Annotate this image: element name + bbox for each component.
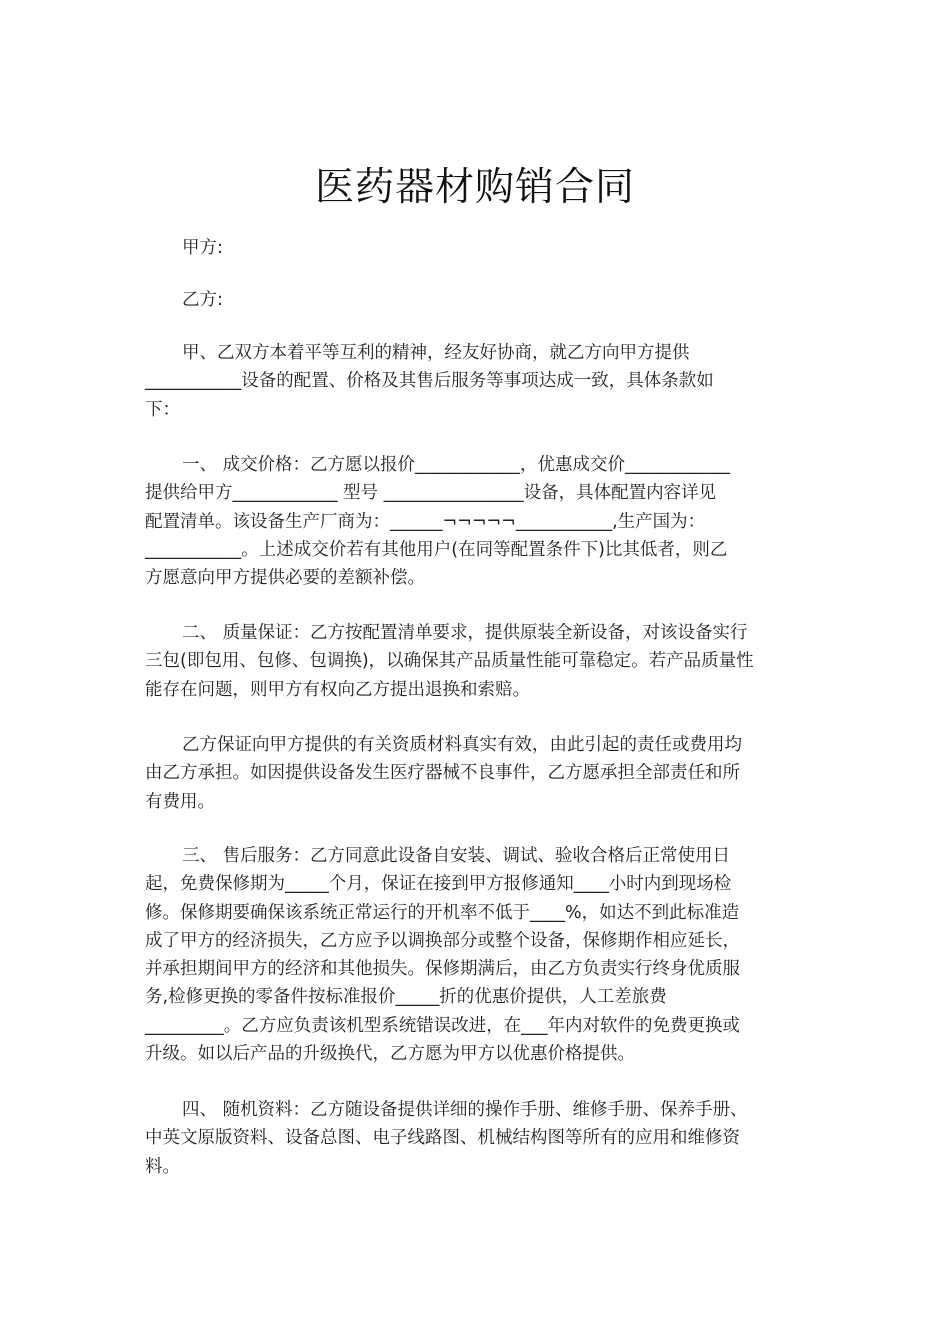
text-line: 配置清单。该设备生产厂商为：______¬¬¬¬¬___________,生产国为： xyxy=(145,511,706,532)
text-line: 修。保修期要确保该系统正常运行的开机率不低于____%，如达不到此标准造 xyxy=(145,902,740,923)
text-line: 有费用。 xyxy=(145,791,215,812)
text-line: _________。乙方应负责该机型系统错误改进，在___年内对软件的免费更换或 xyxy=(145,1015,740,1036)
text-line: 务,检修更换的零备件按标准报价_____折的优惠价提供，人工差旅费 xyxy=(145,987,667,1008)
text-line: 提供给甲方____________ 型号 ________________设备，具体配置内容详见 xyxy=(145,483,717,504)
text-line: 甲方: xyxy=(182,238,223,258)
text-line: 甲、乙双方本着平等互利的精神，经友好协商，就乙方向甲方提供 xyxy=(182,343,690,363)
text-line: 由乙方承担。如因提供设备发生医疗器械不良事件，乙方愿承担全部责任和所 xyxy=(145,763,740,784)
text-line: 乙方保证向甲方提供的有关资质材料真实有效，由此引起的责任或费用均 xyxy=(182,735,742,755)
text-line: 一、 成交价格：乙方愿以报价____________，优惠成交价____________ xyxy=(182,455,731,475)
text-line: 料。 xyxy=(145,1156,180,1177)
document-title: 医药器材购销合同 xyxy=(314,165,635,210)
text-line: ___________。上述成交价若有其他用户(在同等配置条件下)比其低者，则乙 xyxy=(145,539,728,560)
text-line: 二、 质量保证：乙方按配置清单要求，提供原装全新设备，对该设备实行 xyxy=(182,623,748,643)
paragraph-clause-4-documents xyxy=(145,1096,825,1181)
text-line: 三包(即包用、包修、包调换)，以确保其产品质量性能可靠稳定。若产品质量性 xyxy=(145,651,754,672)
text-line: 成了甲方的经济损失，乙方应予以调换部分或整个设备，保修期作相应延长， xyxy=(145,930,740,951)
text-line: 下： xyxy=(145,399,180,420)
text-line: 乙方: xyxy=(182,290,223,310)
text-line: ___________设备的配置、价格及其售后服务等事项达成一致，具体条款如 xyxy=(145,371,714,392)
text-line: 起，免费保修期为_____个月，保证在接到甲方报修通知____小时内到现场检 xyxy=(145,874,732,895)
paragraph-clause-1-price xyxy=(145,451,825,592)
paragraph-clause-3-service xyxy=(145,842,825,1068)
paragraph-clause-2-liability xyxy=(145,731,825,816)
paragraph-clause-2-quality xyxy=(145,619,825,704)
text-line: 三、 售后服务：乙方同意此设备自安装、调试、验收合格后正常使用日 xyxy=(182,846,731,866)
text-line: 升级。如以后产品的升级换代，乙方愿为甲方以优惠价格提供。 xyxy=(145,1044,635,1065)
text-line: 四、 随机资料：乙方随设备提供详细的操作手册、维修手册、保养手册、 xyxy=(182,1100,748,1120)
text-line: 方愿意向甲方提供必要的差额补偿。 xyxy=(145,568,425,589)
paragraph-preamble xyxy=(145,339,825,424)
text-line: 并承担期间甲方的经济和其他损失。保修期满后，由乙方负责实行终身优质服 xyxy=(145,959,740,980)
paragraph-party-b xyxy=(145,286,825,314)
text-line: 中英文原版资料、设备总图、电子线路图、机械结构图等所有的应用和维修资 xyxy=(145,1128,740,1149)
paragraph-party-a xyxy=(145,234,825,262)
text-line: 能存在问题，则甲方有权向乙方提出退换和索赔。 xyxy=(145,679,530,700)
